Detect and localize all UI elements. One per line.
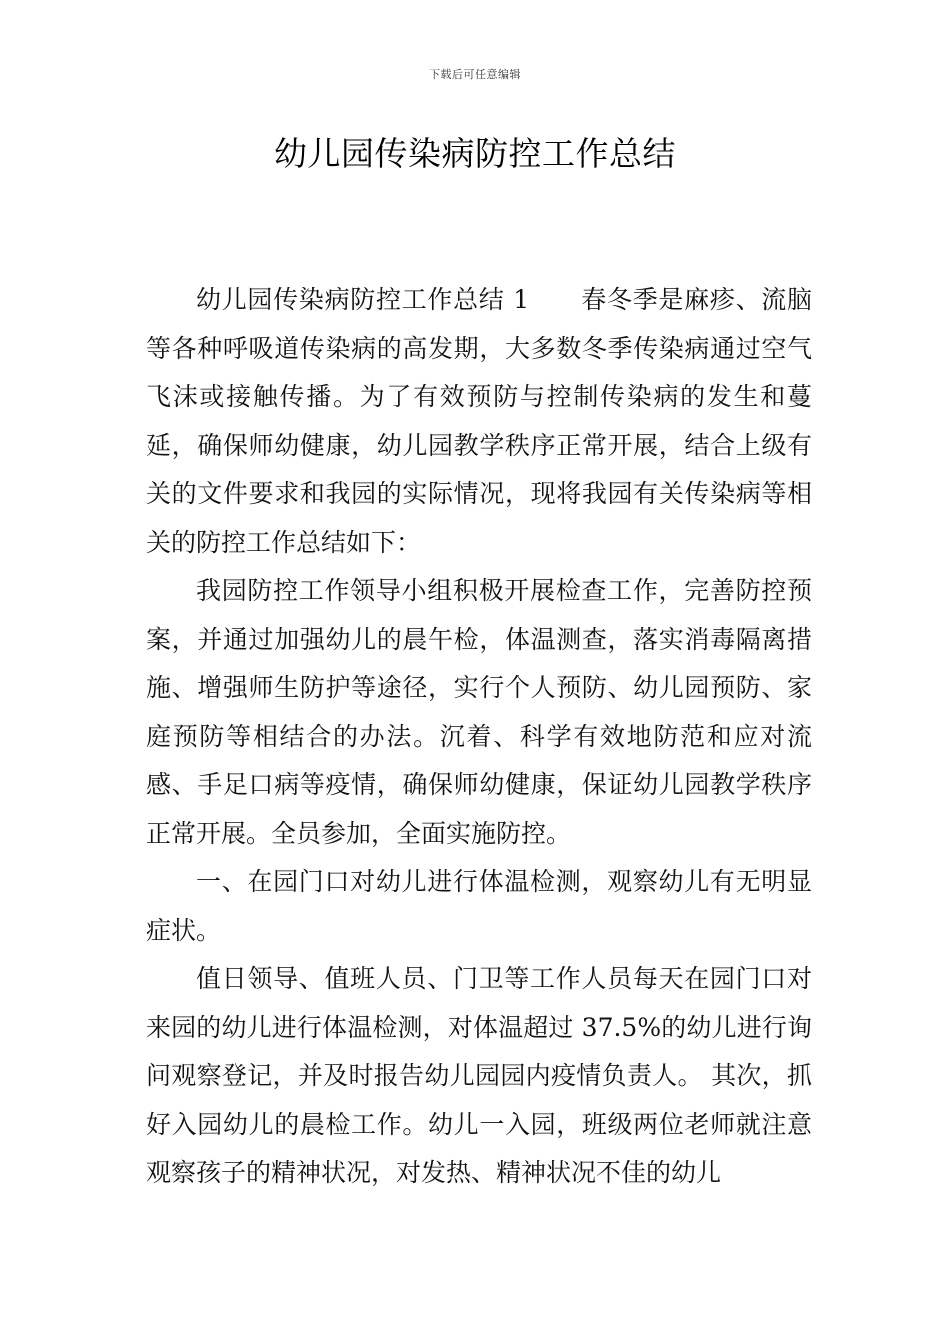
paragraph-section-one-heading: 一、在园门口对幼儿进行体温检测，观察幼儿有无明显症状。	[146, 867, 812, 945]
document-title: 幼儿园传染病防控工作总结	[274, 134, 676, 173]
header-note: 下载后可任意编辑	[429, 68, 521, 81]
paragraph-temperature-check: 值日领导、值班人员、门卫等工作人员每天在园门口对来园的幼儿进行体温检测，对体温超过 37.5%的幼儿进行询问观察登记，并及时报告幼儿园园内疫情负责人。 其次，抓好入园幼儿的晨检工作。幼儿一入园，班级两位老师就注意观察孩子的精神状况，对发热、精神状况不佳的幼儿	[146, 964, 812, 1187]
paragraph-measures: 我园防控工作领导小组积极开展检查工作，完善防控预案，并通过加强幼儿的晨午检，体温测查，落实消毒隔离措施、增强师生防护等途径，实行个人预防、幼儿园预防、家庭预防等相结合的办法。沉着、科学有效地防范和应对流感、手足口病等疫情，确保师幼健康，保证幼儿园教学秩序正常开展。全员参加，全面实施防控。	[146, 576, 812, 848]
paragraph-intro: 幼儿园传染病防控工作总结 1 春冬季是麻疹、流脑等各种呼吸道传染病的高发期，大多数冬季传染病通过空气飞沫或接触传播。为了有效预防与控制传染病的发生和蔓延，确保师幼健康，幼儿园教学秩序正常开展，结合上级有关的文件要求和我园的实际情况，现将我园有关传染病等相关的防控工作总结如下：	[146, 285, 812, 557]
document-body	[146, 276, 812, 1198]
